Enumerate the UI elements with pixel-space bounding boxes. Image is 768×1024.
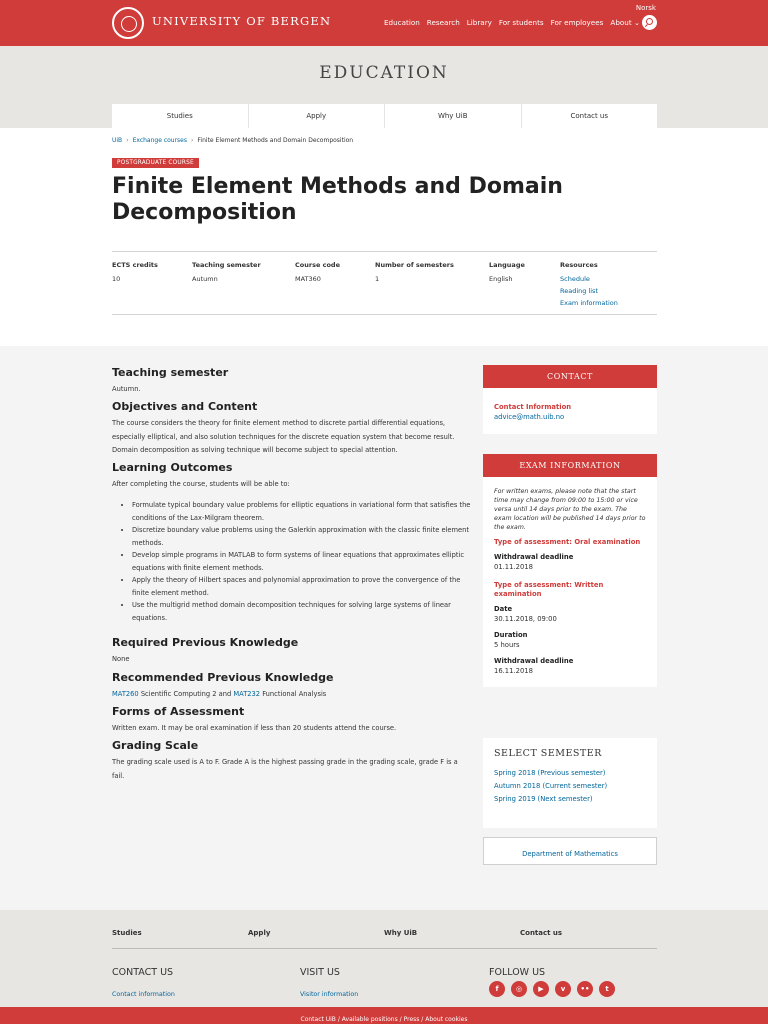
language-switch-link[interactable]: Norsk (635, 4, 656, 12)
list-item: • Apply the theory of Hilbert spaces and polynomial approximation to prove the convergence of the finite element method. (132, 574, 472, 599)
footer-contact-column (112, 967, 175, 1000)
footer-navigation (112, 929, 657, 937)
nav-research[interactable]: Research (426, 18, 460, 27)
select-semester-heading: SELECT SEMESTER (494, 748, 602, 759)
semester-link-next[interactable]: Spring 2019 (Next semester) (494, 795, 593, 803)
contact-email-link[interactable]: advice@math.uib.no (494, 413, 565, 421)
recommended-knowledge-text (112, 688, 472, 701)
forms-of-assessment-text: Written exam. It may be oral examination if less than 20 students attend the course. (112, 724, 397, 733)
fact-label: Language (489, 261, 525, 269)
course-description (112, 366, 472, 787)
exam-box-body (483, 477, 657, 687)
exam-date-label: Date (494, 605, 513, 613)
twitter-icon[interactable]: t (599, 981, 615, 997)
fact-label: Teaching semester (192, 261, 261, 269)
oral-exam-type: Type of assessment: Oral examination (494, 538, 641, 546)
footer-nav-studies[interactable]: Studies (112, 929, 142, 937)
footer-visit-heading: VISIT US (300, 967, 340, 978)
bottom-separator: / (419, 1016, 426, 1023)
nav-for-students[interactable]: For students (498, 18, 544, 27)
exam-duration-label: Duration (494, 631, 528, 639)
semester-link-previous[interactable]: Spring 2018 (Previous semester) (494, 769, 606, 777)
vimeo-icon[interactable]: v (555, 981, 571, 997)
breadcrumb (112, 137, 353, 144)
top-bar (0, 0, 768, 46)
footer-visit-link[interactable]: Visitor information (300, 991, 359, 998)
heading-recommended-knowledge: Recommended Previous Knowledge (112, 670, 334, 684)
bottom-link-contact[interactable]: Contact UiB (300, 1016, 336, 1023)
contact-box (483, 365, 657, 434)
bottom-link-cookies[interactable]: About cookies (425, 1016, 468, 1023)
footer-nav-contact-us[interactable]: Contact us (520, 929, 563, 937)
footer-divider (112, 948, 657, 949)
flickr-icon[interactable]: •• (577, 981, 593, 997)
section-title: EDUCATION (319, 63, 449, 83)
mat232-link[interactable]: MAT232 (233, 689, 261, 698)
bottom-link-press[interactable]: Press (403, 1016, 420, 1023)
breadcrumb-exchange-courses[interactable]: Exchange courses (132, 137, 188, 144)
heading-objectives: Objectives and Content (112, 400, 258, 414)
youtube-icon[interactable]: ▶ (533, 981, 549, 997)
heading-learning-outcomes: Learning Outcomes (112, 461, 233, 475)
fact-label: Number of semesters (375, 261, 454, 269)
objectives-text: The course considers the theory for finite element method to discrete partial differential equations, especially elliptical, and also solution techniques for the discrete equation system that become result. Domain decomposition as solving technique will become subject to special attention. (112, 419, 455, 454)
breadcrumb-separator: › (126, 137, 129, 144)
resource-exam-information-link[interactable]: Exam information (560, 299, 618, 307)
recommended-text-part: Scientific Computing 2 and (138, 689, 234, 698)
exam-duration-value: 5 hours (494, 641, 520, 649)
fact-value: MAT360 (295, 275, 321, 283)
nav-about-label: About (610, 18, 632, 27)
fact-label: Resources (560, 261, 598, 269)
fact-language (489, 261, 525, 285)
bottom-separator: / (397, 1016, 404, 1023)
subnav-apply[interactable]: Apply (249, 104, 386, 128)
breadcrumb-separator: › (191, 137, 194, 144)
footer-follow-heading: FOLLOW US (489, 967, 546, 978)
breadcrumb-current: Finite Element Methods and Domain Decomposition (197, 137, 354, 144)
heading-teaching-semester: Teaching semester (112, 366, 229, 379)
select-semester-box (483, 738, 657, 828)
contact-box-body (483, 388, 657, 434)
subnav-studies[interactable]: Studies (112, 104, 249, 128)
heading-forms-of-assessment: Forms of Assessment (112, 705, 245, 719)
learning-outcomes-list (112, 499, 472, 624)
fact-label: ECTS credits (112, 261, 158, 269)
fact-label: Course code (295, 261, 340, 269)
fact-course-code (295, 261, 340, 285)
heading-required-knowledge: Required Previous Knowledge (112, 636, 299, 650)
fact-number-of-semesters (375, 261, 454, 285)
exam-note: For written exams, please note that the start time may change from 09:00 to 15:00 or vice versa until 14 days prior to the exam. The exam location will be published 14 days prior to the exam. (494, 488, 646, 531)
chevron-down-icon: ⌄ (633, 18, 640, 27)
select-semester-body (483, 738, 657, 816)
nav-about[interactable] (610, 18, 640, 27)
list-item: • Discretize boundary value problems using the Galerkin approximation with the classic finite element methods. (132, 524, 472, 549)
course-level-badge: POSTGRADUATE COURSE (112, 158, 199, 168)
fact-ects (112, 261, 158, 285)
list-item: • Develop simple programs in MATLAB to form systems of linear equations that approximates elliptic equations with finite element methods. (132, 549, 472, 574)
exam-box-heading: EXAM INFORMATION (483, 454, 657, 477)
contact-box-heading: CONTACT (483, 365, 657, 388)
resource-reading-list-link[interactable]: Reading list (560, 287, 598, 295)
heading-grading-scale: Grading Scale (112, 739, 199, 753)
list-item: • Use the multigrid method domain decomposition techniques for solving large systems of linear equations. (132, 599, 472, 624)
bottom-separator: / (335, 1016, 342, 1023)
fact-value: Autumn (192, 275, 218, 283)
footer-contact-link[interactable]: Contact information (112, 991, 175, 998)
fact-value: 10 (112, 275, 121, 283)
department-box[interactable] (483, 837, 657, 865)
course-facts (112, 261, 657, 311)
oral-withdrawal-label: Withdrawal deadline (494, 553, 574, 561)
footer-follow-column (489, 967, 615, 997)
fact-teaching-semester (192, 261, 261, 285)
instagram-icon[interactable]: ◎ (511, 981, 527, 997)
teaching-semester-text: Autumn. (112, 385, 141, 393)
breadcrumb-uib[interactable]: UiB (112, 137, 123, 144)
nav-for-employees[interactable]: For employees (550, 18, 604, 27)
nav-library[interactable]: Library (466, 18, 492, 27)
contact-information-label: Contact Information (494, 403, 572, 411)
mat260-link[interactable]: MAT260 (112, 689, 139, 698)
recommended-text-part: Functional Analysis (260, 689, 327, 698)
footer-nav-apply[interactable]: Apply (248, 929, 271, 937)
subnav-why-uib[interactable]: Why UiB (385, 104, 522, 128)
bottom-bar (0, 1007, 768, 1024)
grading-scale-text: The grading scale used is A to F. Grade A is the highest passing grade in the grading scale, grade F is a fail. (112, 758, 458, 780)
social-links (489, 981, 615, 997)
fact-resources (560, 261, 618, 309)
subnav-contact-us[interactable]: Contact us (570, 112, 609, 120)
list-item: • Formulate typical boundary value problems for elliptic equations in variational form that satisfies the conditions of the Lax-Milgram theorem. (132, 499, 472, 524)
semester-link-current[interactable]: Autumn 2018 (Current semester) (494, 782, 608, 790)
exam-information-box (483, 454, 657, 687)
fact-value: English (489, 275, 513, 283)
department-link[interactable]: Department of Mathematics (522, 850, 618, 858)
written-exam-type: Type of assessment: Written examination (494, 581, 604, 598)
footer-visit-column (300, 967, 358, 1000)
section-subnav (112, 104, 657, 128)
written-withdrawal-label: Withdrawal deadline (494, 657, 574, 665)
footer-nav-why-uib[interactable]: Why UiB (384, 929, 418, 937)
page-title: Finite Element Methods and Domain Decomposition (112, 174, 563, 225)
university-seal-icon[interactable] (112, 7, 144, 39)
divider (112, 314, 657, 315)
university-logo-text[interactable]: UNIVERSITY OF BERGEN (152, 14, 332, 28)
resource-schedule-link[interactable]: Schedule (560, 275, 590, 283)
bottom-link-positions[interactable]: Available positions (341, 1016, 398, 1023)
footer-contact-heading: CONTACT US (112, 967, 174, 978)
divider (112, 251, 657, 252)
learning-outcomes-intro: After completing the course, students will be able to: (112, 480, 290, 489)
fact-value: 1 (375, 275, 380, 283)
search-icon[interactable] (642, 15, 657, 30)
required-knowledge-text: None (112, 655, 130, 664)
exam-date-value: 30.11.2018, 09:00 (494, 615, 557, 623)
oral-withdrawal-value: 01.11.2018 (494, 563, 533, 571)
nav-education[interactable]: Education (384, 18, 420, 27)
facebook-icon[interactable]: f (489, 981, 505, 997)
written-withdrawal-value: 16.11.2018 (494, 667, 533, 675)
top-navigation (384, 18, 640, 27)
